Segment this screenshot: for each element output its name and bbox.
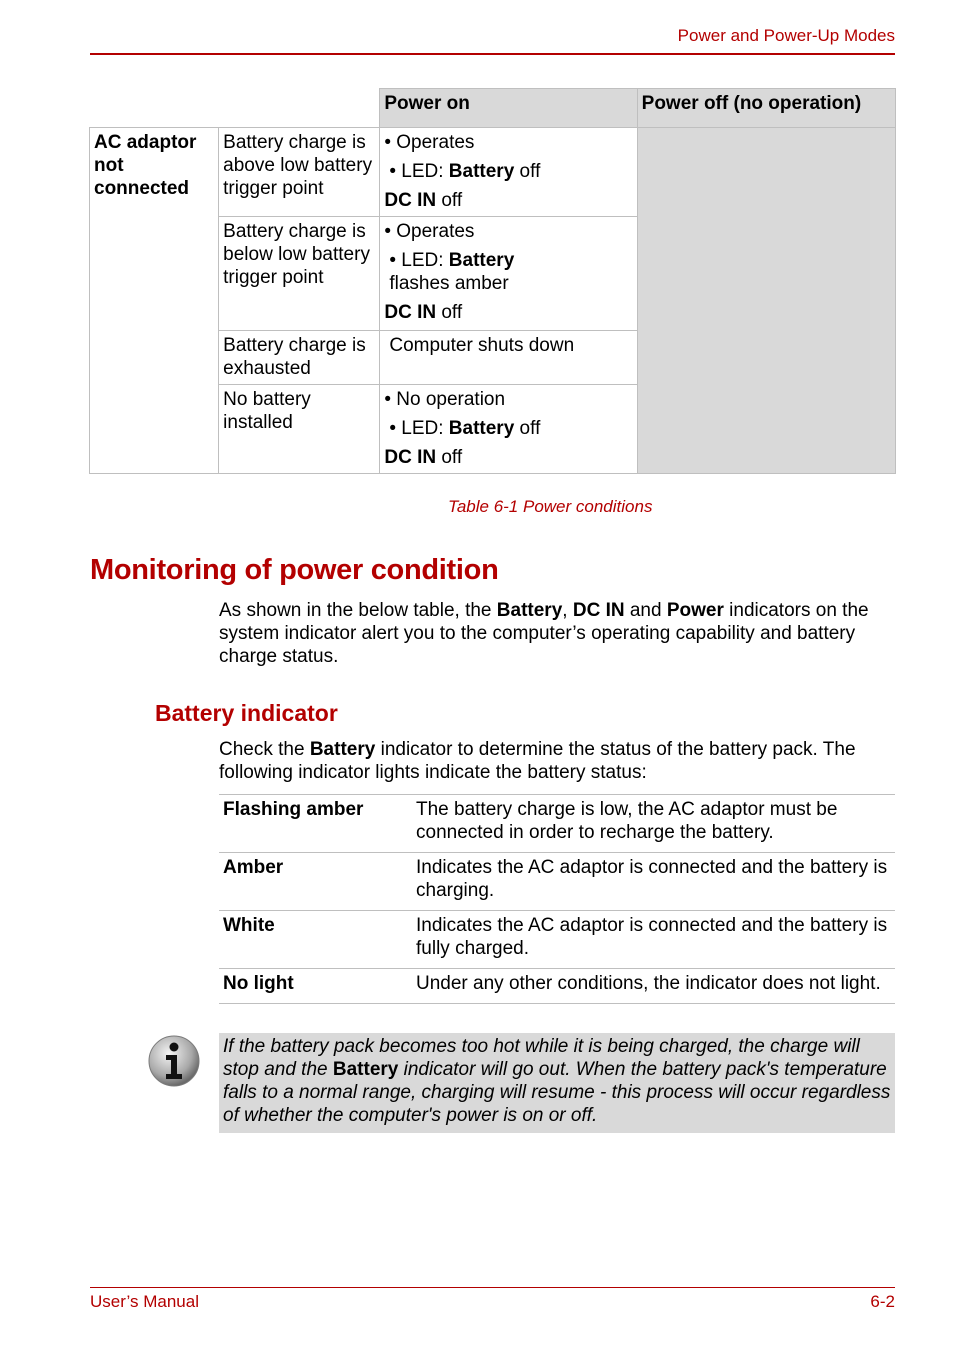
indicator-description: Under any other conditions, the indicator does not light. [412, 969, 895, 1004]
condition-cell: Battery charge is exhausted [219, 331, 380, 385]
table-row [90, 128, 896, 217]
header-rule [90, 53, 895, 55]
status-line: • Operates [384, 132, 475, 153]
led-line: • LED: Battery off [389, 161, 541, 182]
dcin-line: DC IN off [384, 447, 463, 468]
led-line: • LED: Battery off [389, 418, 541, 439]
indicator-state: Flashing amber [219, 795, 412, 853]
indicator-state: White [219, 911, 412, 969]
condition-cell: Battery charge is below low battery trigger point [219, 217, 380, 331]
column-header-power-on: Power on [380, 89, 637, 128]
column-header-power-off: Power off (no operation) [637, 89, 895, 128]
indicator-description: Indicates the AC adaptor is connected and the battery is fully charged. [412, 911, 895, 969]
footer-manual-title: User’s Manual [90, 1292, 199, 1311]
table-row [219, 795, 895, 853]
indicator-description: Indicates the AC adaptor is connected and the battery is charging. [412, 853, 895, 911]
info-icon [147, 1034, 201, 1088]
table-row [219, 969, 895, 1004]
section-intro: As shown in the below table, the Battery, DC IN and Power indicators on the system indicator alert you to the computer’s operating capability and battery charge status. [219, 600, 869, 667]
table-header-row [90, 89, 896, 128]
battery-indicator-intro: Check the Battery indicator to determine the status of the battery pack. The following indicator lights indicate the battery status: [219, 739, 856, 783]
power-conditions-table [89, 88, 896, 474]
power-on-cell [380, 217, 637, 331]
power-on-cell [380, 331, 637, 385]
info-note: If the battery pack becomes too hot while it is being charged, the charge will stop and the Battery indicator will go out. When the battery pack's temperature falls to a normal range, charging will resume - this process will occur regardless of whether the computer's power is on or off. [219, 1033, 895, 1133]
subsection-title: Battery indicator [155, 700, 338, 726]
led-line: • LED: Battery [389, 250, 515, 271]
indicator-description: The battery charge is low, the AC adaptor must be connected in order to recharge the battery. [412, 795, 895, 853]
led-line-cont: flashes amber [389, 273, 509, 294]
indicator-state: Amber [219, 853, 412, 911]
power-on-cell [380, 128, 637, 217]
power-off-cell [637, 128, 895, 474]
indicator-state: No light [219, 969, 412, 1004]
status-line: Computer shuts down [389, 335, 575, 356]
status-line: • Operates [384, 221, 475, 242]
running-header: Power and Power-Up Modes [677, 26, 895, 45]
battery-indicator-table [219, 794, 895, 1004]
table-caption: Table 6-1 Power conditions [448, 497, 653, 516]
table-row [219, 853, 895, 911]
footer-rule [90, 1287, 895, 1288]
dcin-line: DC IN off [384, 302, 463, 323]
page-number: 6-2 [870, 1292, 895, 1311]
row-group-label: AC adaptor not connected [90, 128, 219, 474]
dcin-line: DC IN off [384, 190, 463, 211]
condition-cell: No battery installed [219, 385, 380, 474]
section-title: Monitoring of power condition [90, 554, 499, 586]
table-row [219, 911, 895, 969]
power-on-cell [380, 385, 637, 474]
status-line: • No operation [384, 389, 506, 410]
condition-cell: Battery charge is above low battery trigger point [219, 128, 380, 217]
